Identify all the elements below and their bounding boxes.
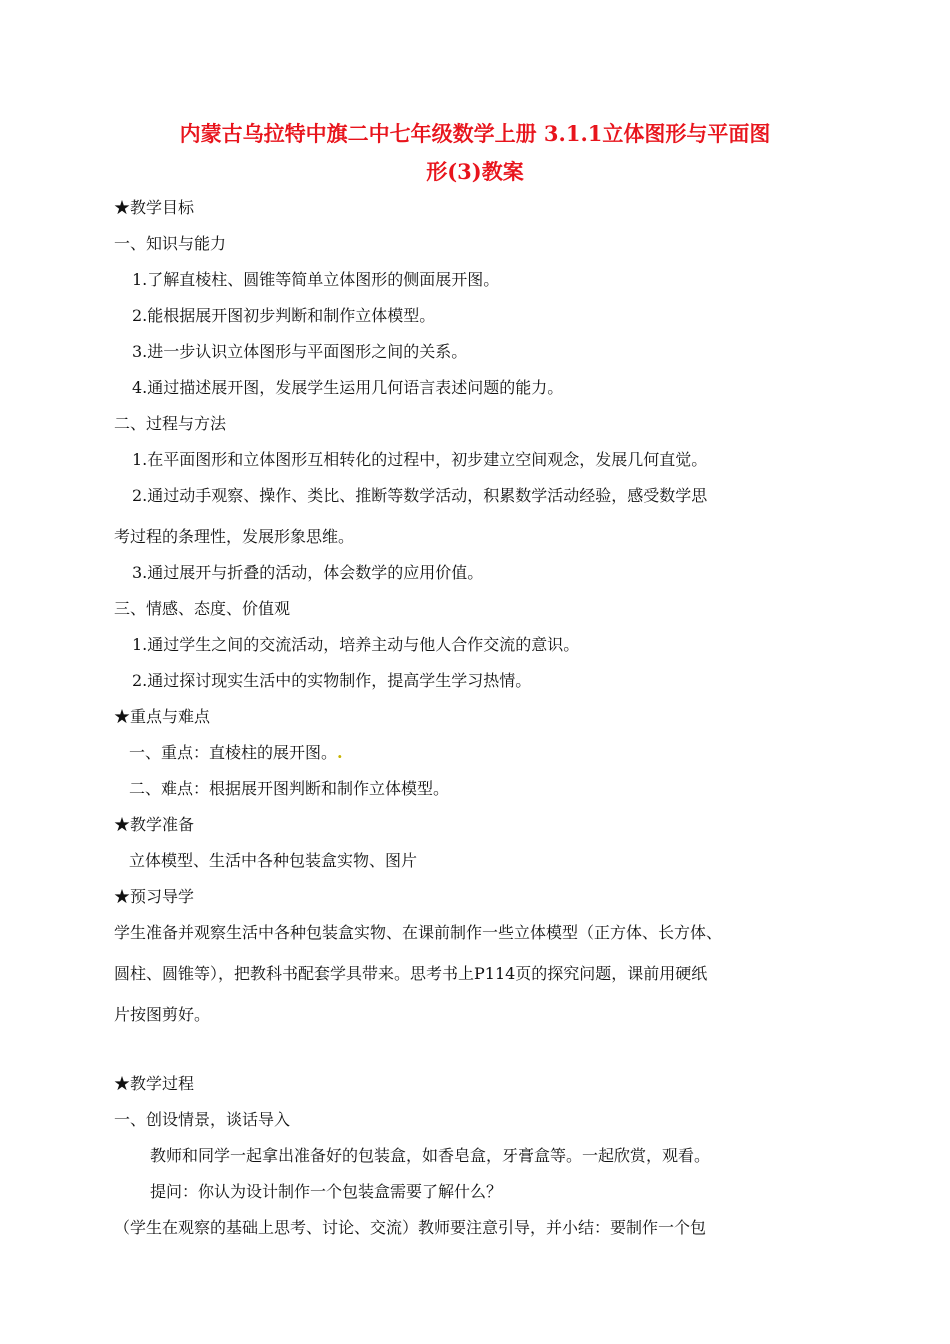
difficult-point: 二、难点：根据展开图判断和制作立体模型。: [129, 779, 450, 798]
preparation-text: 立体模型、生活中各种包装盒实物、图片: [129, 851, 418, 870]
subheading-knowledge-ability: 一、知识与能力: [114, 234, 227, 253]
preview-paragraph-line: 片按图剪好。: [114, 1005, 211, 1024]
process-item-continued: 考过程的条理性，发展形象思维。: [114, 527, 355, 546]
question-paragraph: 提问：你认为设计制作一个包装盒需要了解什么？: [150, 1182, 503, 1201]
process-paragraph: 教师和同学一起拿出准备好的包装盒，如香皂盒，牙膏盒等。一起欣赏，观看。: [150, 1146, 711, 1165]
subheading-scenario-introduction: 一、创设情景，谈话导入: [114, 1110, 291, 1129]
preview-paragraph-line: 学生准备并观察生活中各种包装盒实物、在课前制作一些立体模型（正方体、长方体、: [114, 923, 723, 942]
key-point-text: 一、重点：直棱柱的展开图。: [129, 743, 338, 762]
subheading-emotion-attitude-values: 三、情感、态度、价值观: [114, 599, 291, 618]
process-item: 1.在平面图形和立体图形互相转化的过程中，初步建立空间观念，发展几何直觉。: [132, 450, 708, 469]
key-point-line: [129, 743, 343, 763]
goal-item: 2.能根据展开图初步判断和制作立体模型。: [132, 306, 436, 325]
section-heading-key-difficult-points: ★重点与难点: [114, 707, 211, 726]
subheading-process-method: 二、过程与方法: [114, 414, 227, 433]
goal-item: 3.进一步认识立体图形与平面图形之间的关系。: [132, 342, 468, 361]
emotion-item: 2.通过探讨现实生活中的实物制作，提高学生学习热情。: [132, 671, 532, 690]
stray-mark: .: [337, 743, 343, 762]
document-title-line-1: 内蒙古乌拉特中旗二中七年级数学上册 3.1.1立体图形与平面图: [179, 121, 771, 146]
section-heading-teaching-process: ★教学过程: [114, 1074, 195, 1093]
section-heading-teaching-goals: ★教学目标: [114, 198, 195, 217]
process-item: 3.通过展开与折叠的活动，体会数学的应用价值。: [132, 563, 484, 582]
document-title-line-2: 形(3)教案: [426, 159, 524, 184]
goal-item: 4.通过描述展开图，发展学生运用几何语言表述问题的能力。: [132, 378, 564, 397]
process-item: 2.通过动手观察、操作、类比、推断等数学活动，积累数学活动经验，感受数学思: [132, 486, 708, 505]
goal-item: 1.了解直棱柱、圆锥等简单立体图形的侧面展开图。: [132, 270, 500, 289]
emotion-item: 1.通过学生之间的交流活动，培养主动与他人合作交流的意识。: [132, 635, 580, 654]
section-heading-preview-guidance: ★预习导学: [114, 887, 195, 906]
preview-paragraph-line: 圆柱、圆锥等），把教科书配套学具带来。思考书上P114页的探究问题，课前用硬纸: [114, 964, 708, 983]
discussion-paragraph: （学生在观察的基础上思考、讨论、交流）教师要注意引导，并小结：要制作一个包: [114, 1218, 707, 1237]
section-heading-teaching-preparation: ★教学准备: [114, 815, 195, 834]
